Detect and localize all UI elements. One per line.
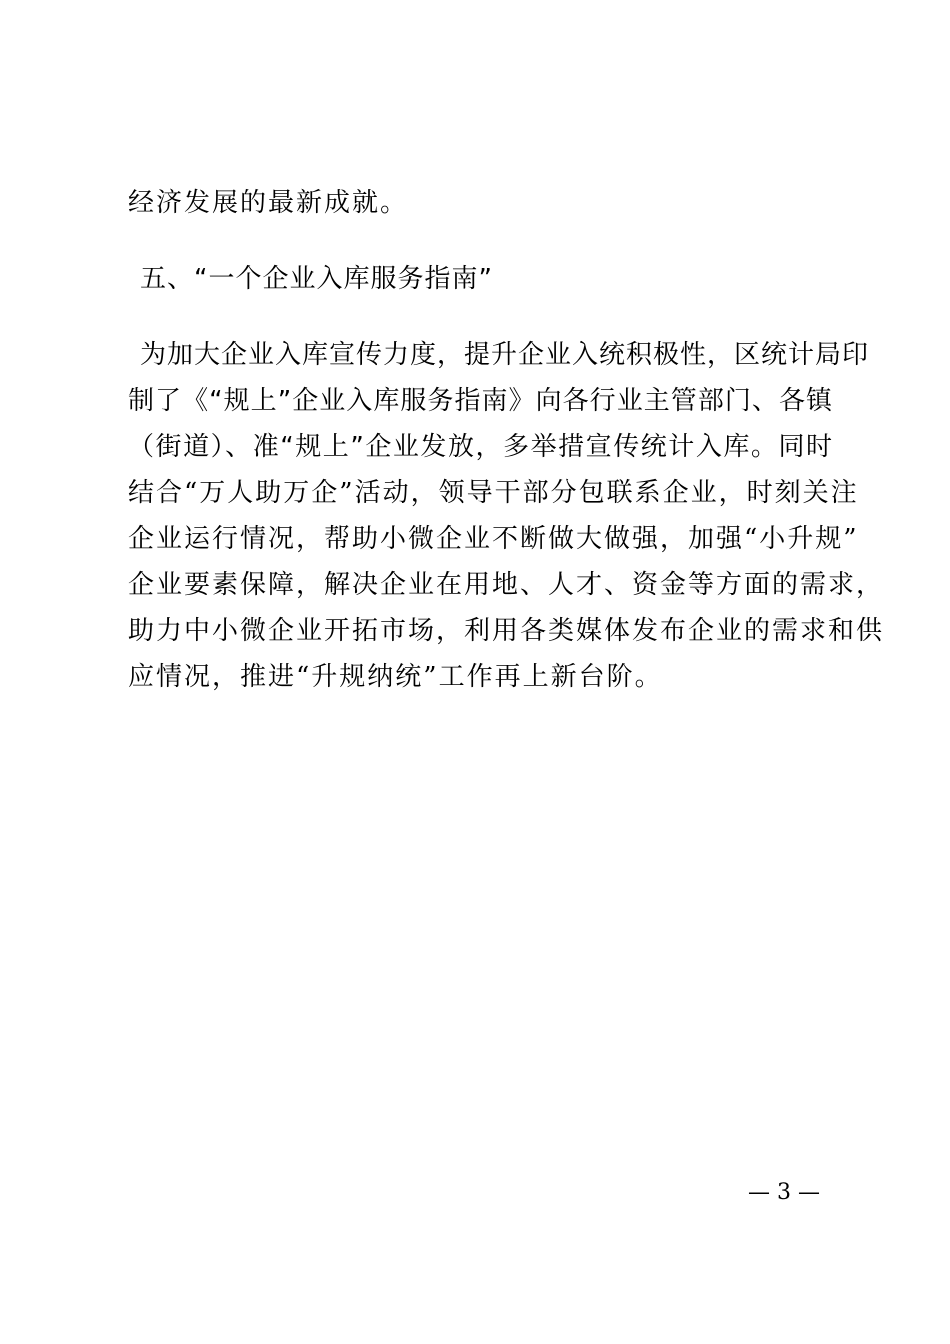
paragraph-line-1: 为加大企业入库宣传力度，提升企业入统积极性，区统计局印 bbox=[140, 340, 870, 370]
page-number: — 3 — bbox=[748, 1180, 820, 1205]
paragraph-line-7: 助力中小微企业开拓市场，利用各类媒体发布企业的需求和供 bbox=[128, 616, 885, 646]
paragraph-line-3 bbox=[128, 430, 833, 464]
paragraph-line-4: 结合“万人助万企”活动，领导干部分包联系企业，时刻关注 bbox=[128, 478, 859, 508]
paragraph-line-3-text: （街道）、准“规上”企业发放，多举措宣传统计入库。同时 bbox=[128, 432, 833, 462]
paragraph-line-6: 企业要素保障，解决企业在用地、人才、资金等方面的需求， bbox=[128, 570, 885, 600]
paragraph-line-8: 应情况，推进“升规纳统”工作再上新台阶。 bbox=[128, 662, 663, 692]
continuation-line: 经济发展的最新成就。 bbox=[128, 188, 409, 218]
paragraph-line-5: 企业运行情况，帮助小微企业不断做大做强，加强“小升规” bbox=[128, 524, 859, 554]
paragraph-line-2: 制了《“规上”企业入库服务指南》向各行业主管部门、各镇 bbox=[128, 386, 833, 416]
section-heading: 五、“一个企业入库服务指南” bbox=[140, 264, 493, 294]
